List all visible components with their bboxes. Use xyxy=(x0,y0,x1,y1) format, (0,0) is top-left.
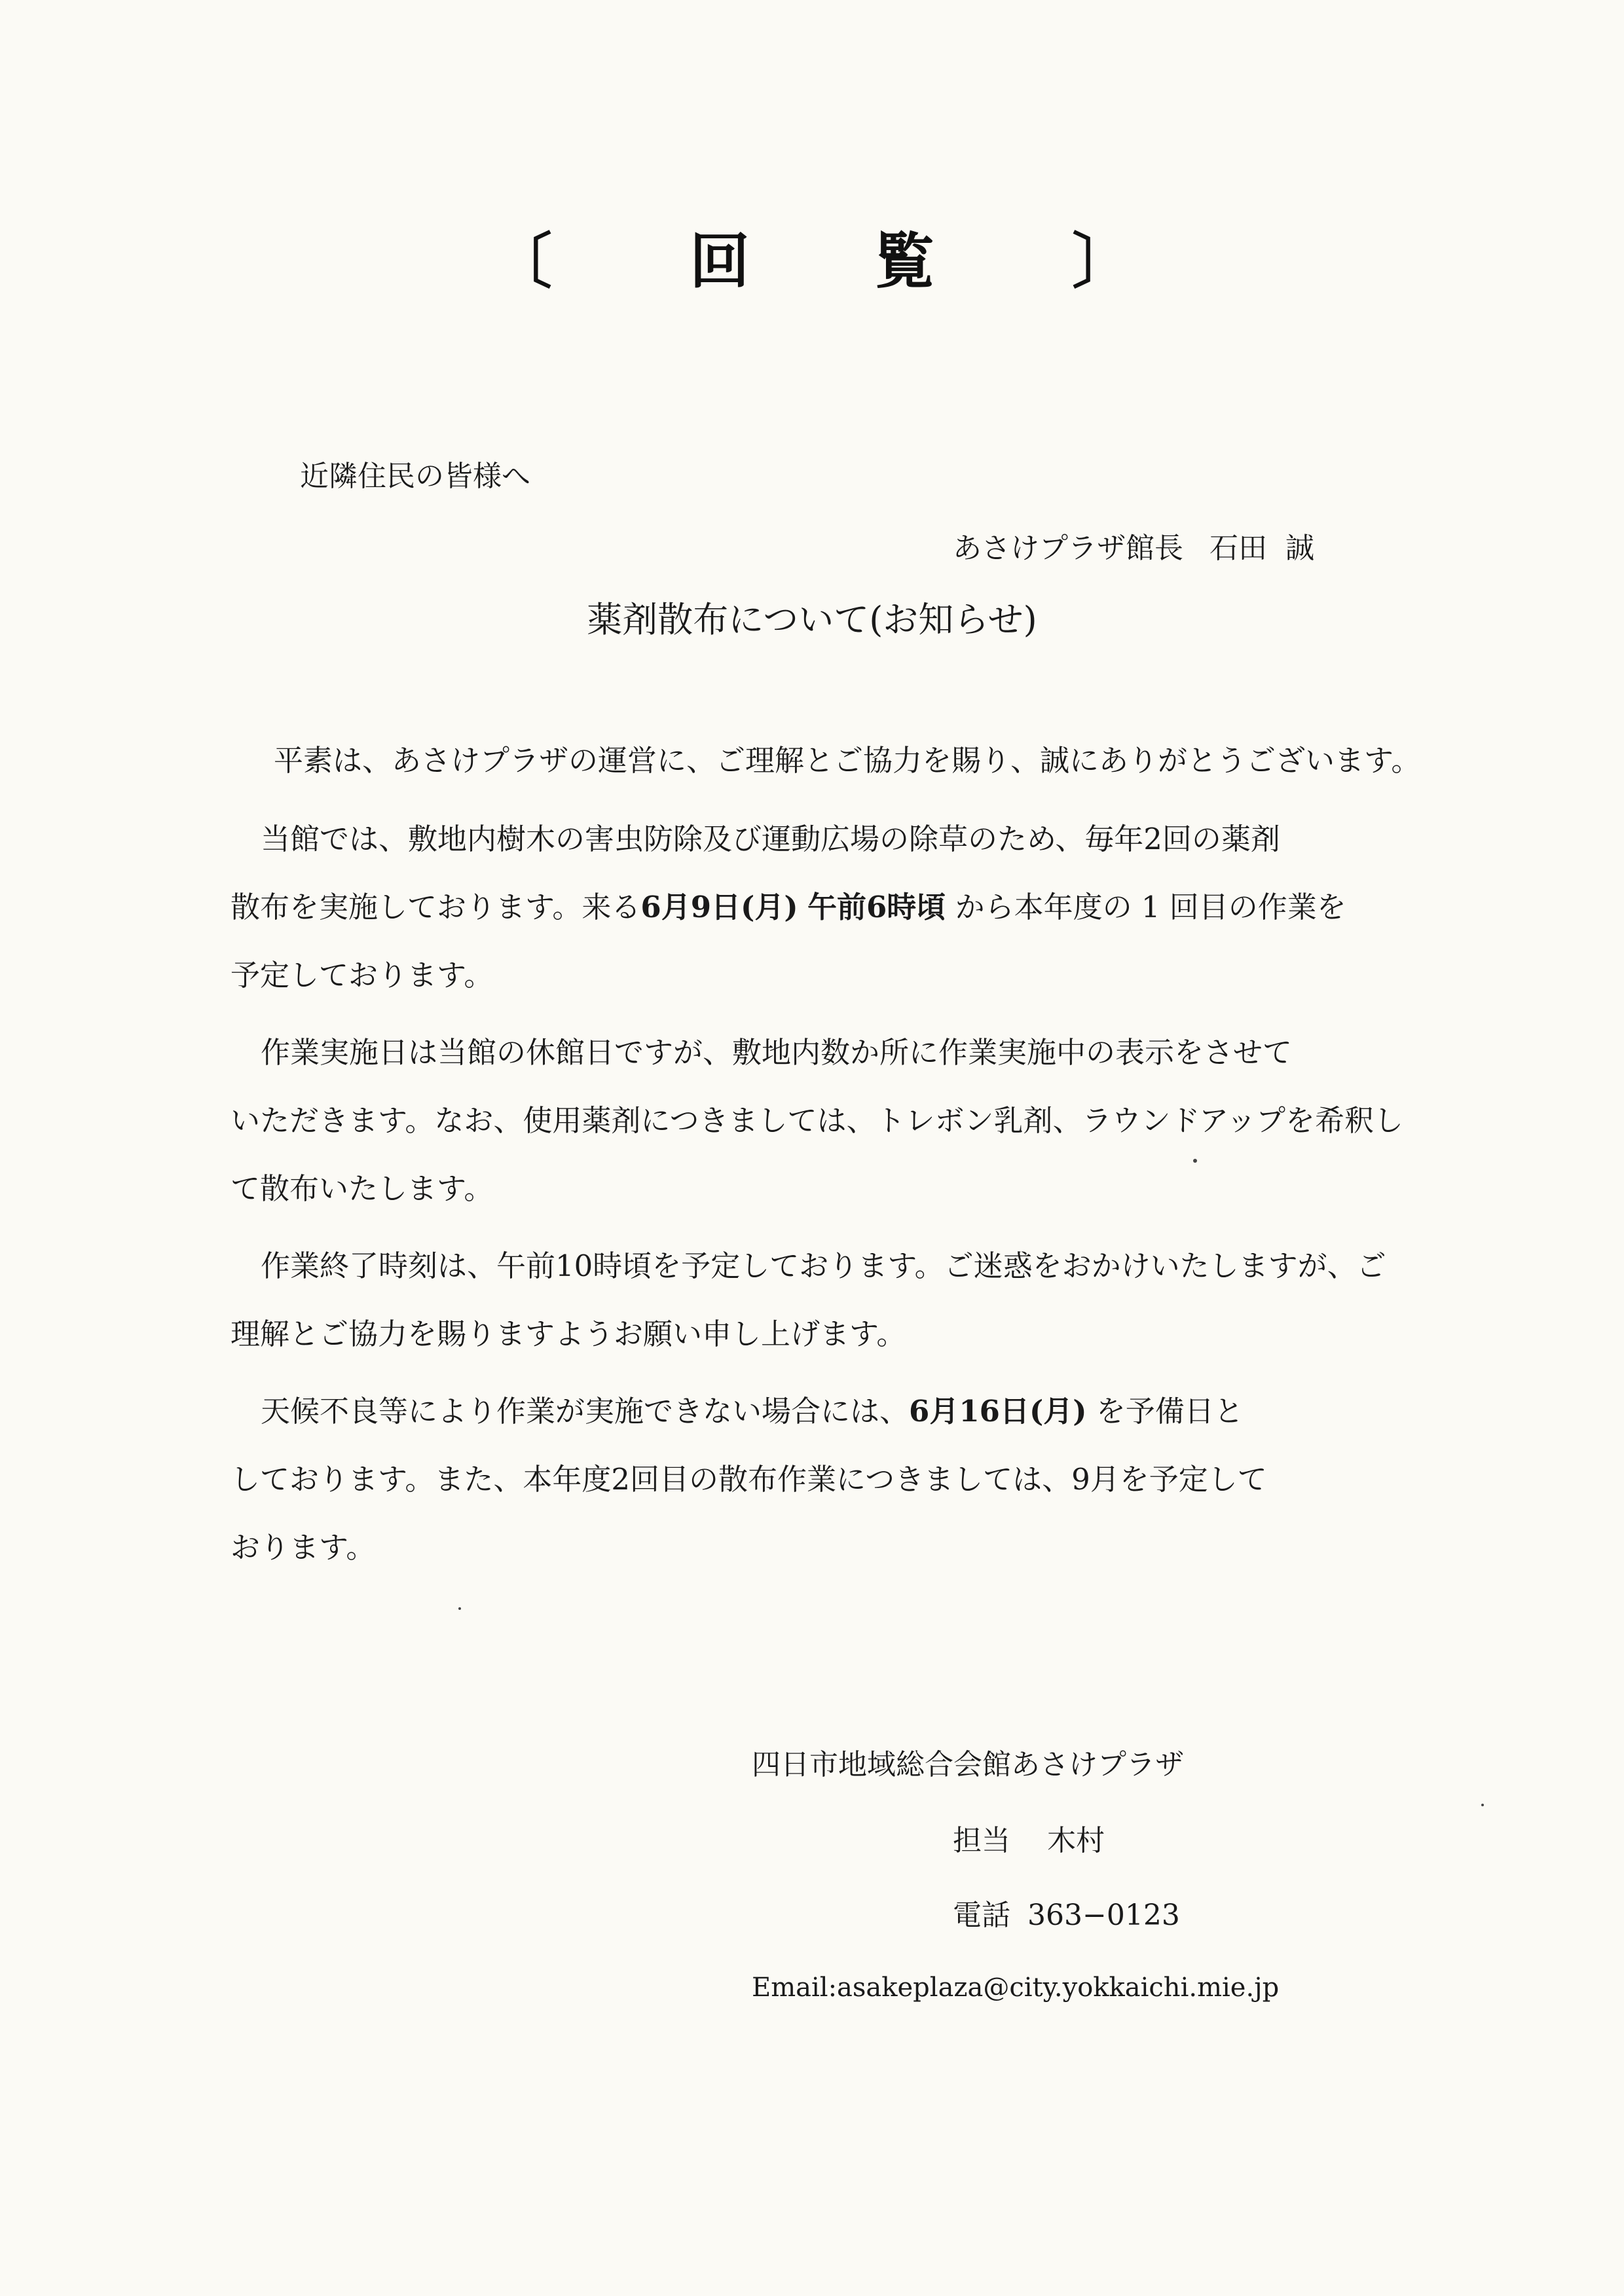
scan-speck xyxy=(1193,1159,1197,1163)
phone-label: 電話 xyxy=(953,1899,1010,1932)
sender-title: あさけプラザ館長 xyxy=(953,532,1183,565)
heading-bracket-open: 〔 xyxy=(491,227,552,297)
body-paragraph-4-line-2: 理解とご協力を賜りますようお願い申し上げます。 xyxy=(231,1317,906,1351)
body-text-segment: 天候不良等により作業が実施できない場合には、 xyxy=(261,1394,910,1429)
work-date: 6月9日(月) xyxy=(640,890,798,924)
body-paragraph-2-line-1: 当館では、敷地内樹木の害虫防除及び運動広場の除草のため、毎年2回の薬剤 xyxy=(261,822,1280,856)
scan-speck xyxy=(458,1607,461,1610)
email-address: Email:asakeplaza@city.yokkaichi.mie.jp xyxy=(752,1973,1280,2003)
contact-name: 木村 xyxy=(1047,1824,1105,1857)
organization-name: 四日市地域総合会館あさけプラザ xyxy=(752,1748,1184,1781)
body-paragraph-4-line-1: 作業終了時刻は、午前10時頃を予定しております。ご迷惑をおかけいたしますが、ご xyxy=(261,1248,1386,1283)
phone-number: 363−0123 xyxy=(1027,1899,1180,1932)
body-text-segment: を予備日と xyxy=(1096,1394,1244,1429)
body-paragraph-5-line-3: おります。 xyxy=(231,1530,376,1565)
body-paragraph-3-line-1: 作業実施日は当館の休館日ですが、敷地内数か所に作業実施中の表示をさせて xyxy=(261,1035,1293,1070)
circular-heading xyxy=(0,226,1624,298)
body-text-segment: から本年度の 1 回目の作業を xyxy=(955,890,1346,924)
subject-heading: 薬剤散布について(お知らせ) xyxy=(587,599,1037,640)
sender-given-name: 誠 xyxy=(1285,532,1314,565)
sender-line xyxy=(953,529,1314,568)
scan-speck xyxy=(1481,1804,1484,1806)
phone-line xyxy=(953,1896,1180,1935)
heading-char-ran: 覧 xyxy=(874,227,935,297)
body-paragraph-2-line-3: 予定しております。 xyxy=(231,958,494,993)
body-paragraph-5-line-1 xyxy=(261,1392,1452,1431)
contact-person xyxy=(953,1821,1105,1861)
body-text-segment: 散布を実施しております。来る xyxy=(231,890,641,924)
heading-bracket-close: 〕 xyxy=(1072,227,1133,297)
sender-surname: 石田 xyxy=(1209,532,1267,565)
contact-label: 担当 xyxy=(953,1824,1010,1857)
reserve-date: 6月16日(月) xyxy=(909,1394,1087,1429)
body-paragraph-2-line-2 xyxy=(231,888,1422,927)
body-paragraph-3-line-2: いただきます。なお、使用薬剤につきましては、トレボン乳剤、ラウンドアップを希釈し xyxy=(231,1103,1404,1138)
body-paragraph-5-line-2: しております。また、本年度2回目の散布作業につきましては、9月を予定して xyxy=(231,1462,1267,1497)
body-paragraph-3-line-3: て散布いたします。 xyxy=(231,1171,494,1206)
recipient-line: 近隣住民の皆様へ xyxy=(300,460,530,493)
body-paragraph-1: 平素は、あさけプラザの運営に、ご理解とご協力を賜り、誠にありがとうございます。 xyxy=(274,743,1421,778)
heading-char-kai: 回 xyxy=(689,227,750,297)
work-start-time: 午前6時頃 xyxy=(807,890,946,924)
